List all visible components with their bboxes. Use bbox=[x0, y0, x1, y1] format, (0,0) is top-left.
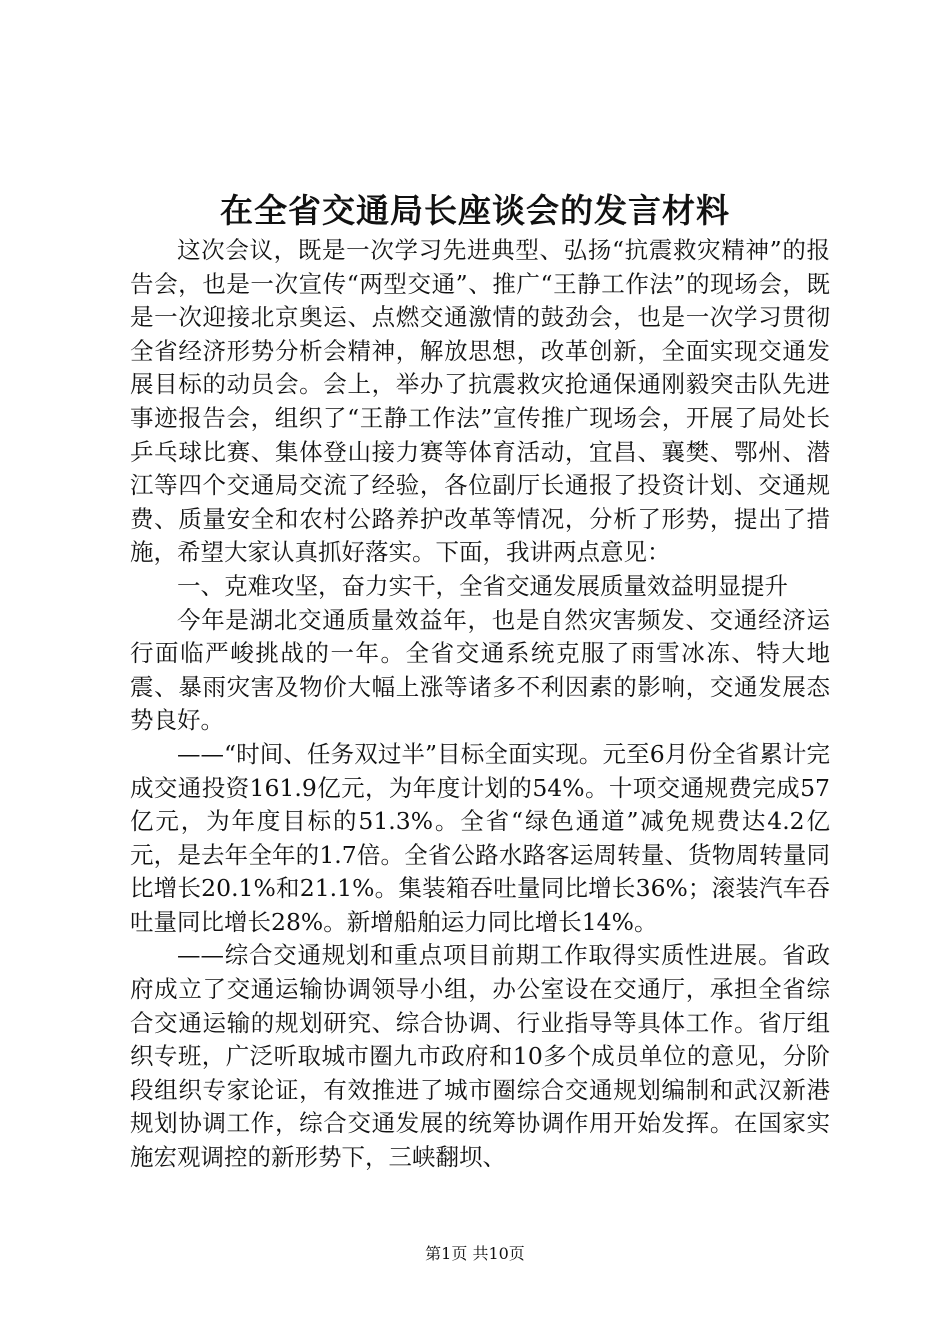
document-body bbox=[130, 234, 830, 1175]
document-title: 在全省交通局长座谈会的发言材料 bbox=[220, 191, 730, 230]
paragraph-overview: 今年是湖北交通质量效益年，也是自然灾害频发、交通经济运行面临严峻挑战的一年。全省交通系统克服了雨雪冰冻、特大地震、暴雨灾害及物价大幅上涨等诸多不利因素的影响，交通发展态势良好。 bbox=[130, 605, 830, 735]
paragraph-targets: ——“时间、任务双过半”目标全面实现。元至6月份全省累计完成交通投资161.9亿元，为年度计划的54%。十项交通规费完成57亿元，为年度目标的51.3%。全省“绿色通道”减免规费达4.2亿元，是去年全年的1.7倍。全省公路水路客运周转量、货物周转量同比增长20.1%和21.1%。集装箱吞吐量同比增长36%；滚装汽车吞吐量同比增长28%。新增船舶运力同比增长14%。 bbox=[130, 739, 830, 936]
section-heading-1: 一、克难攻坚，奋力实干，全省交通发展质量效益明显提升 bbox=[177, 571, 788, 600]
paragraph-intro: 这次会议，既是一次学习先进典型、弘扬“抗震救灾精神”的报告会，也是一次宣传“两型交通”、推广“王静工作法”的现场会，既是一次迎接北京奥运、点燃交通激情的鼓劲会，也是一次学习贯彻全省经济形势分析会精神，解放思想，改革创新，全面实现交通发展目标的动员会。会上，举办了抗震救灾抢通保通刚毅突击队先进事迹报告会，组织了“王静工作法”宣传推广现场会，开展了局处长乒乓球比赛、集体登山接力赛等体育活动，宜昌、襄樊、鄂州、潜江等四个交通局交流了经验，各位副厅长通报了投资计划、交通规费、质量安全和农村公路养护改革等情况，分析了形势，提出了措施，希望大家认真抓好落实。下面，我讲两点意见： bbox=[130, 236, 830, 567]
page-footer: 第1页 共10页 bbox=[425, 1244, 525, 1263]
paragraph-planning: ——综合交通规划和重点项目前期工作取得实质性进展。省政府成立了交通运输协调领导小组，办公室设在交通厅，承担全省综合交通运输的规划研究、综合协调、行业指导等具体工作。省厅组织专班，广泛听取城市圈九市政府和10多个成员单位的意见，分阶段组织专家论证，有效推进了城市圈综合交通规划编制和武汉新港规划协调工作，综合交通发展的统筹协调作用开始发挥。在国家实施宏观调控的新形势下，三峡翻坝、 bbox=[130, 941, 830, 1172]
